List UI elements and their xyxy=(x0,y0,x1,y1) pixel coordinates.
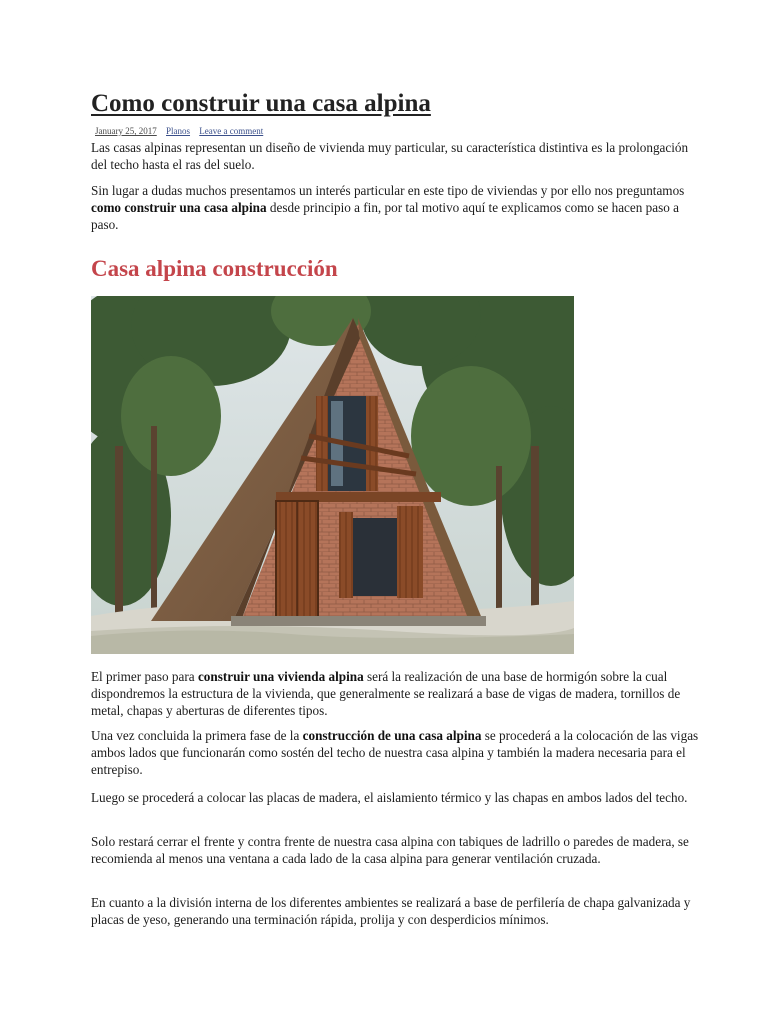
body-text: En cuanto a la división interna de los diferentes ambientes se realizará a base de perfilería de chapa galvanizada y placas de yeso, generando una terminación rápida, prolija y con desperdicios mínimos. xyxy=(91,895,691,927)
alpine-house-illustration xyxy=(91,296,574,654)
body-keyword: construir una vivienda alpina xyxy=(197,669,364,684)
body-paragraph-5 xyxy=(91,894,703,928)
post-date-link[interactable]: January 25, 2017 xyxy=(95,126,157,136)
section-heading: Casa alpina construcción xyxy=(91,256,338,281)
body-text: Solo restará cerrar el frente y contra frente de nuestra casa alpina con tabiques de ladrillo o paredes de madera, se recomienda al menos una ventana a cada lado de la casa alpina para generar ventilación cruzada. xyxy=(91,834,689,866)
body-keyword: construcción de una casa alpina xyxy=(302,728,482,743)
intro-text: Las casas alpinas representan un diseño de vivienda muy particular, su característica distintiva es la prolongación del techo hasta el ras del suelo. xyxy=(91,140,689,172)
leave-comment-link[interactable]: Leave a comment xyxy=(199,126,264,136)
body-paragraph-4 xyxy=(91,833,703,867)
body-text: se procederá a la colocación de las vigas ambos lados que funcionarán como sostén del techo de nuestra casa alpina y también la madera necesaria para el entrepiso. xyxy=(91,728,699,777)
page-title: Como construir una casa alpina xyxy=(91,90,431,117)
intro-paragraph-1 xyxy=(91,139,703,173)
category-link[interactable]: Planos xyxy=(166,126,191,136)
body-text: Una vez concluida la primera fase de la xyxy=(91,728,303,743)
intro-keyword: como construir una casa alpina xyxy=(91,200,267,215)
body-text: El primer paso para xyxy=(91,669,198,684)
intro-paragraph-2 xyxy=(91,182,703,233)
body-paragraph-1 xyxy=(91,668,703,719)
intro-text: Sin lugar a dudas muchos presentamos un interés particular en este tipo de viviendas y por ello nos preguntamos xyxy=(91,183,685,198)
body-text: será la realización de una base de hormigón sobre la cual dispondremos la estructura de la vivienda, que generalmente se realizará a base de vigas de madera, tornillos de metal, chapas y aberturas de diferentes tipos. xyxy=(91,669,681,718)
body-paragraph-3 xyxy=(91,789,703,806)
body-paragraph-2 xyxy=(91,727,703,778)
body-text: Luego se procederá a colocar las placas de madera, el aislamiento térmico y las chapas en ambos lados del techo. xyxy=(91,790,688,805)
alpine-house-photo xyxy=(91,296,574,654)
post-meta xyxy=(95,126,270,136)
intro-text: desde principio a fin, por tal motivo aquí te explicamos como se hacen paso a paso. xyxy=(91,200,679,232)
